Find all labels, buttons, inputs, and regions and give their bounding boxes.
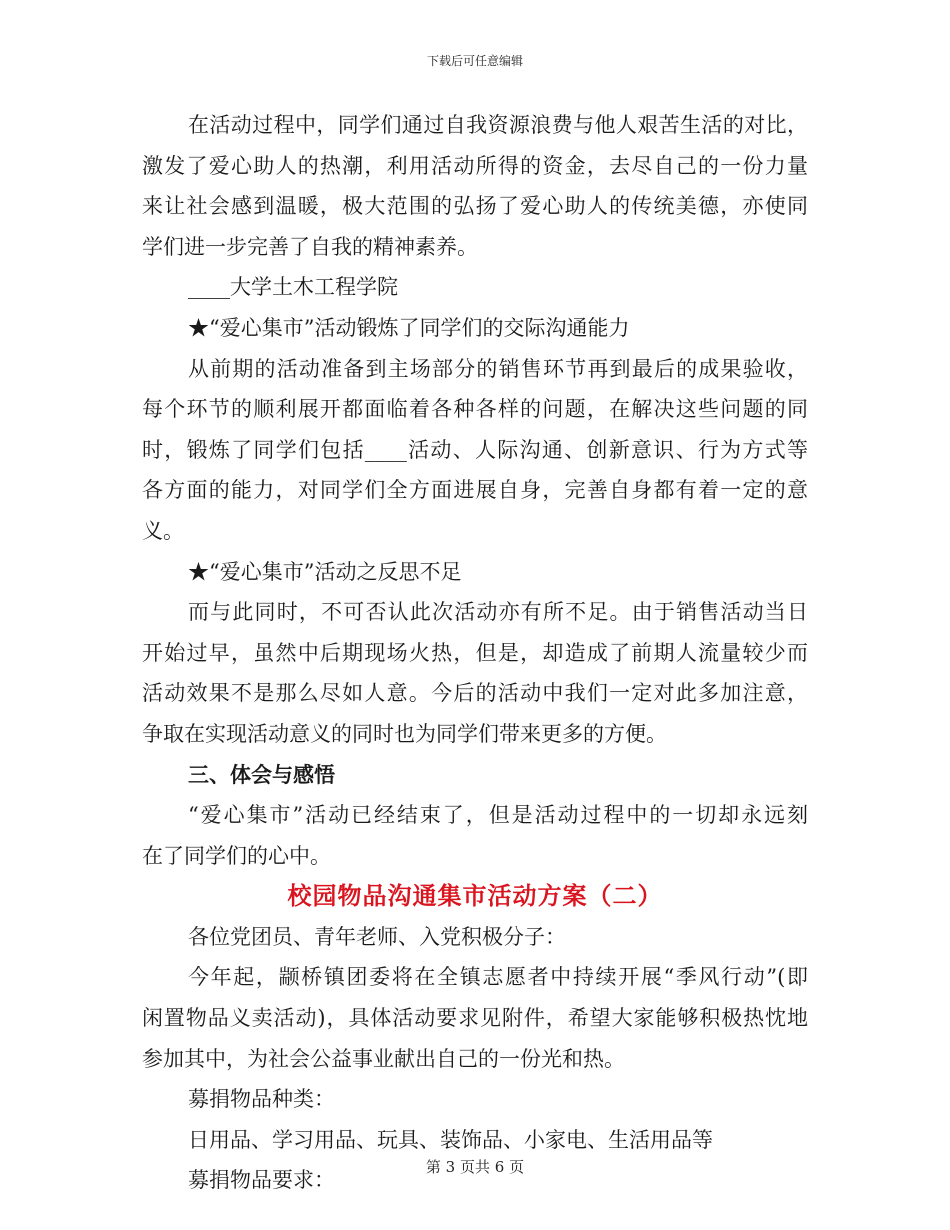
paragraph-line: 争取在实现活动意义的同时也为同学们带来更多的方便。	[142, 721, 667, 746]
paragraph-line: 开始过早，虽然中后期现场火热，但是，却造成了前期人流量较少而	[142, 640, 808, 665]
document-title: 校园物品沟通集市活动方案（二）	[287, 881, 663, 911]
paragraph-line: 在了同学们的心中。	[142, 843, 331, 868]
section-heading: ★“爱心集市”活动锻炼了同学们的交际沟通能力	[188, 315, 630, 340]
paragraph-line: 从前期的活动准备到主场部分的销售环节再到最后的成果验收，	[188, 356, 808, 381]
paragraph-line: 而与此同时，不可否认此次活动亦有所不足。由于销售活动当日	[188, 600, 808, 625]
paragraph-line: 闲置物品义卖活动)，具体活动要求见附件，希望大家能够积极热忱地	[142, 1006, 808, 1031]
paragraph-line: 学们进一步完善了自我的精神素养。	[142, 234, 478, 259]
paragraph-line: 激发了爱心助人的热潮，利用活动所得的资金，去尽自己的一份力量	[142, 153, 808, 178]
paragraph-line: “爱心集市”活动已经结束了，但是活动过程中的一切却永远刻	[188, 803, 808, 828]
section-title: 三、体会与感悟	[188, 761, 335, 787]
salutation: 各位党团员、青年老师、入党积极分子：	[188, 924, 566, 949]
paragraph-line: 各方面的能力，对同学们全方面进展自身，完善自身都有着一定的意	[142, 478, 808, 503]
paragraph-line: 每个环节的顺利展开都面临着各种各样的问题，在解决这些问题的同	[142, 397, 808, 422]
section-heading: ★“爱心集市”活动之反思不足	[188, 559, 462, 584]
paragraph-line: 义。	[142, 518, 184, 543]
paragraph-line: 今年起，颛桥镇团委将在全镇志愿者中持续开展“季风行动”(即	[188, 965, 808, 990]
paragraph-line: 时，锻炼了同学们包括____活动、人际沟通、创新意识、行为方式等	[142, 437, 808, 462]
item-types-label: 募捐物品种类：	[188, 1087, 335, 1112]
page-header: 下载后可任意编辑	[426, 54, 523, 68]
item-requirements-label: 募捐物品要求：	[188, 1168, 335, 1193]
paragraph-line: 活动效果不是那么尽如人意。今后的活动中我们一定对此多加注意，	[142, 681, 808, 706]
signature: ____大学土木工程学院	[188, 275, 398, 300]
page-footer: 第 3 页共 6 页	[425, 1158, 525, 1176]
paragraph-line: 在活动过程中，同学们通过自我资源浪费与他人艰苦生活的对比，	[188, 113, 808, 137]
paragraph-line: 来让社会感到温暖，极大范围的弘扬了爱心助人的传统美德，亦使同	[142, 194, 808, 219]
item-types: 日用品、学习用品、玩具、装饰品、小家电、生活用品等	[188, 1127, 713, 1152]
paragraph-line: 参加其中，为社会公益事业献出自己的一份光和热。	[142, 1046, 625, 1071]
document-body	[142, 105, 808, 1201]
